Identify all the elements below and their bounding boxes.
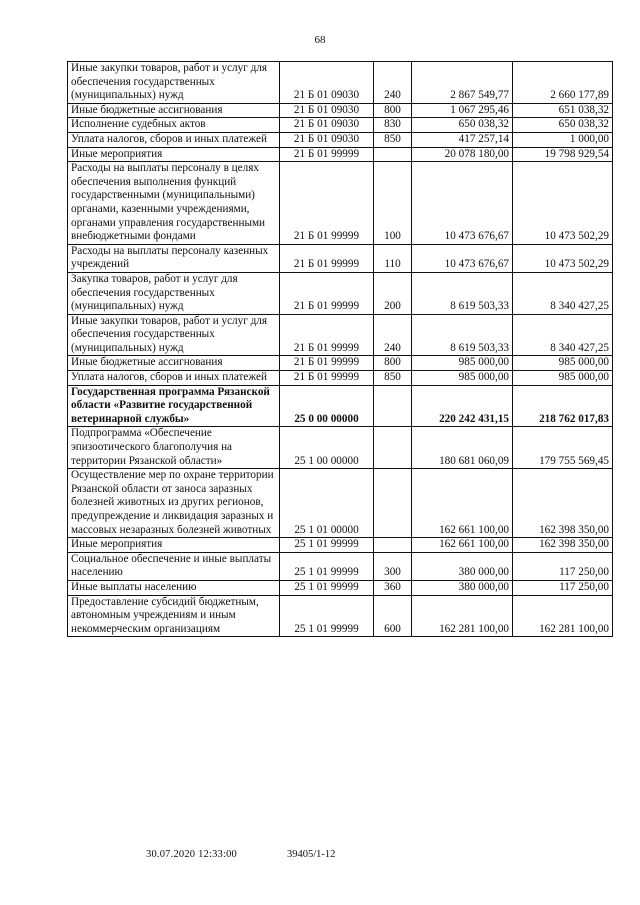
table-row <box>68 147 613 162</box>
row-code-cell: 25 1 01 99999 <box>280 552 374 580</box>
row-executed-amount-cell: 651 038,32 <box>513 103 613 118</box>
row-expense-type-cell <box>374 469 412 538</box>
row-executed-amount-cell: 8 340 427,25 <box>513 314 613 356</box>
row-planned-amount-cell: 985 000,00 <box>412 356 513 371</box>
row-planned-amount-cell: 650 038,32 <box>412 118 513 133</box>
row-expense-type-cell: 800 <box>374 356 412 371</box>
table-row <box>68 580 613 595</box>
row-planned-amount-cell: 2 867 549,77 <box>412 62 513 104</box>
row-planned-amount-cell: 180 681 060,09 <box>412 427 513 469</box>
budget-table-body <box>68 62 613 637</box>
page-number: 68 <box>314 34 326 46</box>
row-code-cell: 21 Б 01 09030 <box>280 132 374 147</box>
row-name-cell: Социальное обеспечение и иные выплаты населению <box>68 552 280 580</box>
row-executed-amount-cell: 162 398 350,00 <box>513 469 613 538</box>
row-planned-amount-cell: 417 257,14 <box>412 132 513 147</box>
row-name-cell: Предоставление субсидий бюджетным, автономным учреждениям и иным некоммерческим организациям <box>68 595 280 637</box>
row-name-cell: Иные бюджетные ассигнования <box>68 356 280 371</box>
row-planned-amount-cell: 162 661 100,00 <box>412 469 513 538</box>
row-name-cell: Уплата налогов, сборов и иных платежей <box>68 132 280 147</box>
row-code-cell: 25 0 00 00000 <box>280 385 374 427</box>
row-executed-amount-cell: 117 250,00 <box>513 580 613 595</box>
row-executed-amount-cell: 117 250,00 <box>513 552 613 580</box>
row-expense-type-cell: 110 <box>374 244 412 272</box>
row-expense-type-cell: 240 <box>374 314 412 356</box>
table-row <box>68 244 613 272</box>
table-row <box>68 162 613 245</box>
row-code-cell: 25 1 01 00000 <box>280 469 374 538</box>
table-row <box>68 103 613 118</box>
row-code-cell: 25 1 00 00000 <box>280 427 374 469</box>
row-expense-type-cell <box>374 147 412 162</box>
row-name-cell: Иные выплаты населению <box>68 580 280 595</box>
table-row <box>68 469 613 538</box>
row-expense-type-cell: 830 <box>374 118 412 133</box>
table-row <box>68 118 613 133</box>
row-code-cell: 21 Б 01 99999 <box>280 272 374 314</box>
table-row <box>68 427 613 469</box>
row-code-cell: 21 Б 01 09030 <box>280 118 374 133</box>
row-planned-amount-cell: 1 067 295,46 <box>412 103 513 118</box>
table-row <box>68 371 613 386</box>
row-executed-amount-cell: 1 000,00 <box>513 132 613 147</box>
row-planned-amount-cell: 8 619 503,33 <box>412 314 513 356</box>
row-executed-amount-cell: 985 000,00 <box>513 356 613 371</box>
table-row <box>68 595 613 637</box>
row-name-cell: Расходы на выплаты персоналу казенных учреждений <box>68 244 280 272</box>
row-expense-type-cell: 240 <box>374 62 412 104</box>
row-executed-amount-cell: 162 398 350,00 <box>513 538 613 553</box>
footer-timestamp: 30.07.2020 12:33:00 <box>146 849 238 860</box>
row-expense-type-cell: 850 <box>374 371 412 386</box>
row-expense-type-cell: 300 <box>374 552 412 580</box>
row-expense-type-cell: 800 <box>374 103 412 118</box>
row-expense-type-cell: 100 <box>374 162 412 245</box>
table-row <box>68 538 613 553</box>
row-code-cell: 25 1 01 99999 <box>280 595 374 637</box>
row-name-cell: Иные мероприятия <box>68 538 280 553</box>
row-code-cell: 21 Б 01 99999 <box>280 162 374 245</box>
table-row <box>68 385 613 427</box>
row-planned-amount-cell: 8 619 503,33 <box>412 272 513 314</box>
row-code-cell: 21 Б 01 99999 <box>280 371 374 386</box>
row-name-cell: Иные закупки товаров, работ и услуг для обеспечения государственных (муниципальных) нужд <box>68 62 280 104</box>
footer-document-number: 39405/1-12 <box>287 849 336 860</box>
row-planned-amount-cell: 220 242 431,15 <box>412 385 513 427</box>
row-code-cell: 21 Б 01 99999 <box>280 314 374 356</box>
row-expense-type-cell: 600 <box>374 595 412 637</box>
row-code-cell: 21 Б 01 09030 <box>280 103 374 118</box>
row-name-cell: Иные бюджетные ассигнования <box>68 103 280 118</box>
row-planned-amount-cell: 10 473 676,67 <box>412 244 513 272</box>
row-planned-amount-cell: 162 661 100,00 <box>412 538 513 553</box>
row-executed-amount-cell: 162 281 100,00 <box>513 595 613 637</box>
row-executed-amount-cell: 10 473 502,29 <box>513 162 613 245</box>
row-executed-amount-cell: 218 762 017,83 <box>513 385 613 427</box>
table-row <box>68 132 613 147</box>
row-executed-amount-cell: 985 000,00 <box>513 371 613 386</box>
table-row <box>68 272 613 314</box>
row-name-cell: Расходы на выплаты персоналу в целях обеспечения выполнения функций государственными (муниципальными) органами, казенными учреждениями, органами управления государственными внебюджетными фондами <box>68 162 280 245</box>
row-name-cell: Подпрограмма «Обеспечение эпизоотического благополучия на территории Рязанской области» <box>68 427 280 469</box>
row-planned-amount-cell: 10 473 676,67 <box>412 162 513 245</box>
row-expense-type-cell <box>374 538 412 553</box>
row-planned-amount-cell: 162 281 100,00 <box>412 595 513 637</box>
row-name-cell: Государственная программа Рязанской области «Развитие государственной ветеринарной службы» <box>68 385 280 427</box>
table-row <box>68 552 613 580</box>
table-row <box>68 314 613 356</box>
row-code-cell: 21 Б 01 99999 <box>280 244 374 272</box>
row-code-cell: 21 Б 01 99999 <box>280 356 374 371</box>
row-name-cell: Закупка товаров, работ и услуг для обеспечения государственных (муниципальных) нужд <box>68 272 280 314</box>
row-code-cell: 25 1 01 99999 <box>280 580 374 595</box>
row-executed-amount-cell: 19 798 929,54 <box>513 147 613 162</box>
row-expense-type-cell: 200 <box>374 272 412 314</box>
row-name-cell: Иные мероприятия <box>68 147 280 162</box>
table-row <box>68 62 613 104</box>
row-name-cell: Иные закупки товаров, работ и услуг для обеспечения государственных (муниципальных) нужд <box>68 314 280 356</box>
row-planned-amount-cell: 380 000,00 <box>412 580 513 595</box>
table-row <box>68 356 613 371</box>
row-code-cell: 25 1 01 99999 <box>280 538 374 553</box>
row-executed-amount-cell: 10 473 502,29 <box>513 244 613 272</box>
row-expense-type-cell: 850 <box>374 132 412 147</box>
row-executed-amount-cell: 179 755 569,45 <box>513 427 613 469</box>
row-expense-type-cell <box>374 427 412 469</box>
row-code-cell: 21 Б 01 99999 <box>280 147 374 162</box>
row-executed-amount-cell: 650 038,32 <box>513 118 613 133</box>
row-planned-amount-cell: 20 078 180,00 <box>412 147 513 162</box>
row-name-cell: Уплата налогов, сборов и иных платежей <box>68 371 280 386</box>
row-executed-amount-cell: 8 340 427,25 <box>513 272 613 314</box>
row-expense-type-cell <box>374 385 412 427</box>
row-executed-amount-cell: 2 660 177,89 <box>513 62 613 104</box>
row-name-cell: Исполнение судебных актов <box>68 118 280 133</box>
budget-table <box>67 61 613 637</box>
row-name-cell: Осуществление мер по охране территории Рязанской области от заноса заразных болезней животных из других регионов, предупреждение и ликвидация заразных и массовых незаразных болезней животных <box>68 469 280 538</box>
row-planned-amount-cell: 985 000,00 <box>412 371 513 386</box>
row-expense-type-cell: 360 <box>374 580 412 595</box>
row-planned-amount-cell: 380 000,00 <box>412 552 513 580</box>
row-code-cell: 21 Б 01 09030 <box>280 62 374 104</box>
